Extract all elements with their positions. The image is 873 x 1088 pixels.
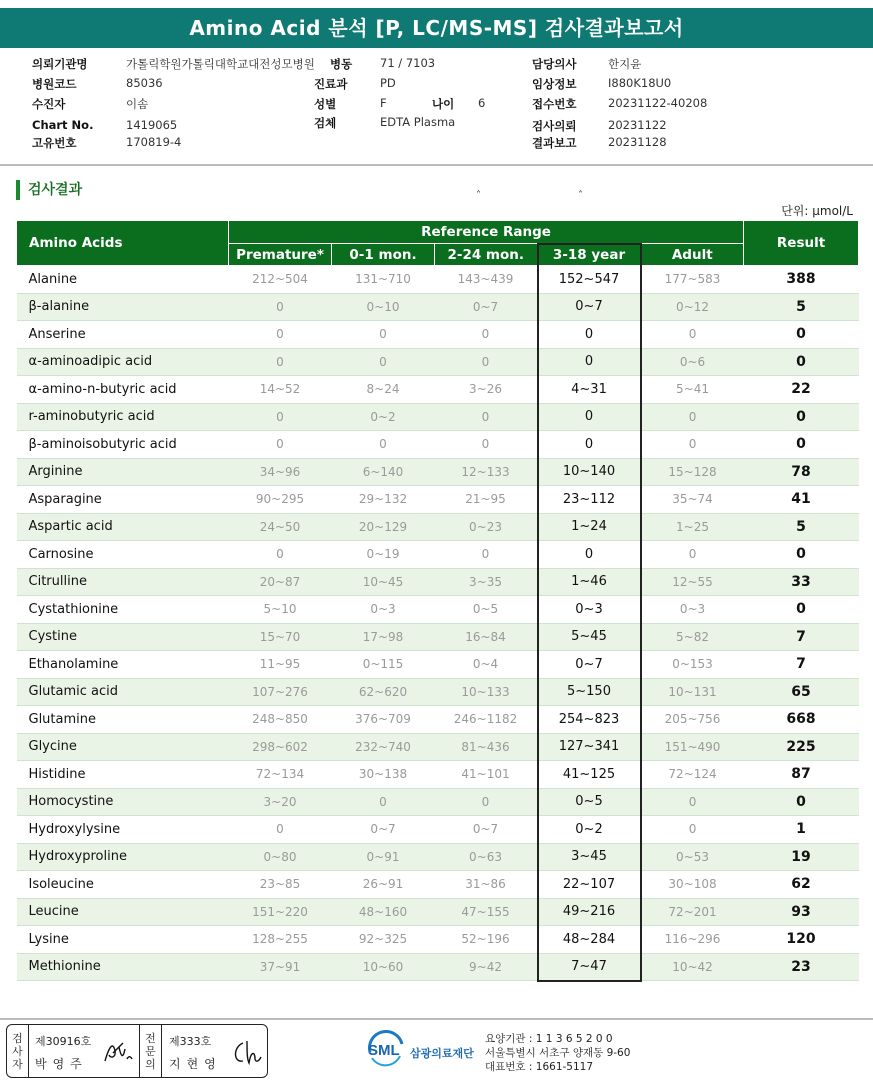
info-label-specimen: 검체 (314, 116, 337, 130)
info-value-receipt-no: 20231122-40208 (608, 96, 708, 110)
table-row (17, 376, 859, 404)
amino-acid-name: Carnosine (17, 541, 229, 569)
reference-range-cell: 0~7 (435, 816, 538, 844)
reference-range-cell: 41~101 (435, 761, 538, 789)
result-value: 0 (744, 431, 859, 459)
reference-range-cell: 11~95 (229, 651, 332, 679)
amino-acid-name: Glutamine (17, 706, 229, 734)
info-label-patient: 수진자 (32, 97, 66, 111)
reference-range-cell: 0 (332, 321, 435, 349)
reference-range-cell: 128~255 (229, 926, 332, 954)
reference-range-cell: 0~115 (332, 651, 435, 679)
reference-range-cell: 0 (229, 541, 332, 569)
reference-range-cell: 131~710 (332, 266, 435, 294)
table-row (17, 651, 859, 679)
header-0-1-mon: 0-1 mon. (332, 244, 435, 266)
result-value: 0 (744, 788, 859, 816)
amino-acid-name: Arginine (17, 458, 229, 486)
sml-logo (366, 1030, 486, 1070)
reference-range-cell: 14~52 (229, 376, 332, 404)
info-value-doctor: 한지윤 (608, 57, 642, 71)
info-label-clinical-info: 임상정보 (532, 77, 577, 91)
reference-range-cell: 0 (229, 293, 332, 321)
amino-acid-name: Alanine (17, 266, 229, 294)
reference-range-cell: 0~80 (229, 843, 332, 871)
table-row (17, 486, 859, 514)
header-3-18-year: 3-18 year (538, 244, 641, 266)
reference-range-cell: 0~7 (538, 651, 641, 679)
reference-range-cell: 17~98 (332, 623, 435, 651)
amino-acid-name: Citrulline (17, 568, 229, 596)
reference-range-cell: 246~1182 (435, 706, 538, 734)
amino-acid-name: β-aminoisobutyric acid (17, 431, 229, 459)
reference-range-cell: 12~55 (641, 568, 744, 596)
reference-range-cell: 72~134 (229, 761, 332, 789)
reference-range-cell: 37~91 (229, 953, 332, 981)
patient-info (0, 52, 873, 164)
table-row (17, 871, 859, 899)
reference-range-cell: 72~201 (641, 898, 744, 926)
amino-acid-name: Leucine (17, 898, 229, 926)
reference-range-cell: 0 (435, 321, 538, 349)
reference-range-cell: 0 (229, 403, 332, 431)
table-row (17, 266, 859, 294)
reference-range-cell: 0 (435, 541, 538, 569)
reference-range-cell: 0~153 (641, 651, 744, 679)
reference-range-cell: 3~35 (435, 568, 538, 596)
table-row (17, 926, 859, 954)
stamp-left-number: 제30916호 (35, 1035, 92, 1048)
reference-range-cell: 72~124 (641, 761, 744, 789)
reference-range-cell: 5~41 (641, 376, 744, 404)
info-label-chart-no: Chart No. (32, 118, 94, 132)
reference-range-cell: 4~31 (538, 376, 641, 404)
result-value: 225 (744, 733, 859, 761)
info-label-report-date: 결과보고 (532, 136, 577, 150)
amino-acid-name: Hydroxylysine (17, 816, 229, 844)
result-value: 78 (744, 458, 859, 486)
reference-range-cell: 15~70 (229, 623, 332, 651)
reference-range-cell: 212~504 (229, 266, 332, 294)
reference-range-cell: 0~2 (332, 403, 435, 431)
reference-range-cell: 16~84 (435, 623, 538, 651)
reference-range-cell: 26~91 (332, 871, 435, 899)
info-label-unique-no: 고유번호 (32, 136, 77, 150)
result-value: 388 (744, 266, 859, 294)
table-row (17, 623, 859, 651)
reference-range-cell: 0 (229, 816, 332, 844)
reference-range-cell: 0~3 (332, 596, 435, 624)
amino-acid-name: Aspartic acid (17, 513, 229, 541)
amino-acid-name: α-aminoadipic acid (17, 348, 229, 376)
reference-range-cell: 232~740 (332, 733, 435, 761)
table-row (17, 596, 859, 624)
reference-range-cell: 1~46 (538, 568, 641, 596)
page-divider (0, 1018, 873, 1020)
reference-range-cell: 0 (332, 348, 435, 376)
header-result: Result (744, 221, 859, 266)
reference-range-cell: 0~2 (538, 816, 641, 844)
reference-range-cell: 0 (538, 541, 641, 569)
result-value: 22 (744, 376, 859, 404)
amino-acid-name: Ethanolamine (17, 651, 229, 679)
report-title: Amino Acid 분석 [P, LC/MS-MS] 검사결과보고서 (0, 8, 873, 48)
reference-range-cell: 5~45 (538, 623, 641, 651)
table-row (17, 403, 859, 431)
results-table (16, 220, 859, 982)
result-value: 0 (744, 321, 859, 349)
table-row (17, 678, 859, 706)
result-value: 120 (744, 926, 859, 954)
stamp-right-vertical: 전 문 의 (140, 1025, 162, 1077)
reference-range-cell: 12~133 (435, 458, 538, 486)
reference-range-cell: 0 (538, 431, 641, 459)
amino-acid-name: α-amino-n-butyric acid (17, 376, 229, 404)
amino-acid-name: Hydroxyproline (17, 843, 229, 871)
reference-range-cell: 0~91 (332, 843, 435, 871)
table-row (17, 788, 859, 816)
reference-range-cell: 376~709 (332, 706, 435, 734)
reference-range-cell: 0 (229, 348, 332, 376)
reference-range-cell: 0~10 (332, 293, 435, 321)
reference-range-cell: 47~155 (435, 898, 538, 926)
reference-range-cell: 151~220 (229, 898, 332, 926)
reference-range-cell: 34~96 (229, 458, 332, 486)
result-value: 65 (744, 678, 859, 706)
reference-range-cell: 3~26 (435, 376, 538, 404)
footer-line-code: 요양기관 : 1 1 3 6 5 2 0 0 (485, 1033, 613, 1045)
table-row (17, 706, 859, 734)
reference-range-cell: 254~823 (538, 706, 641, 734)
result-value: 0 (744, 403, 859, 431)
reference-range-cell: 90~295 (229, 486, 332, 514)
info-value-department: PD (380, 76, 396, 90)
header-premature: Premature* (229, 244, 332, 266)
reference-range-cell: 0 (435, 788, 538, 816)
table-row (17, 541, 859, 569)
reference-range-cell: 23~112 (538, 486, 641, 514)
info-value-unique-no: 170819-4 (126, 135, 182, 149)
amino-acid-name: Asparagine (17, 486, 229, 514)
info-label-receipt-no: 접수번호 (532, 97, 577, 111)
reference-range-cell: 0~6 (641, 348, 744, 376)
reference-range-cell: 0 (641, 403, 744, 431)
result-value: 7 (744, 623, 859, 651)
table-row (17, 513, 859, 541)
reference-range-cell: 6~140 (332, 458, 435, 486)
info-label-request-date: 검사의뢰 (532, 119, 577, 133)
info-value-clinical-info: I880K18U0 (608, 76, 672, 90)
header-adult: Adult (641, 244, 744, 266)
reference-range-cell: 0 (435, 348, 538, 376)
info-label-department: 진료과 (314, 77, 348, 91)
info-value-report-date: 20231128 (608, 135, 667, 149)
stamp-right-name: 지현영 (169, 1057, 222, 1071)
reference-range-cell: 0 (538, 321, 641, 349)
result-value: 62 (744, 871, 859, 899)
reference-range-cell: 0~5 (435, 596, 538, 624)
amino-acid-name: r-aminobutyric acid (17, 403, 229, 431)
table-row (17, 293, 859, 321)
amino-acid-name: Glycine (17, 733, 229, 761)
reference-range-cell: 3~20 (229, 788, 332, 816)
signature-right-icon (229, 1037, 265, 1069)
reference-range-cell: 29~132 (332, 486, 435, 514)
table-row (17, 458, 859, 486)
result-value: 0 (744, 596, 859, 624)
result-value: 5 (744, 513, 859, 541)
result-value: 33 (744, 568, 859, 596)
reference-range-cell: 92~325 (332, 926, 435, 954)
reference-range-cell: 177~583 (641, 266, 744, 294)
reference-range-cell: 0~4 (435, 651, 538, 679)
reference-range-cell: 24~50 (229, 513, 332, 541)
table-row (17, 816, 859, 844)
reference-range-cell: 62~620 (332, 678, 435, 706)
amino-acid-name: Isoleucine (17, 871, 229, 899)
signature-left-icon (101, 1037, 135, 1067)
reference-range-cell: 5~150 (538, 678, 641, 706)
info-value-institution: 가톨릭학원가톨릭대학교대전성모병원 (126, 57, 315, 71)
reference-range-cell: 0 (229, 321, 332, 349)
reference-range-cell: 152~547 (538, 266, 641, 294)
table-row (17, 321, 859, 349)
reference-range-cell: 0~7 (435, 293, 538, 321)
reference-range-cell: 0 (435, 403, 538, 431)
org-name: 삼광의료재단 (410, 1047, 474, 1060)
reference-range-cell: 52~196 (435, 926, 538, 954)
reference-range-cell: 0~3 (538, 596, 641, 624)
result-value: 0 (744, 348, 859, 376)
reference-range-cell: 48~160 (332, 898, 435, 926)
info-label-age: 나이 (432, 97, 455, 111)
result-value: 19 (744, 843, 859, 871)
reference-range-cell: 0 (641, 431, 744, 459)
stamp-left-vertical: 검 사 자 (7, 1025, 29, 1077)
reference-range-cell: 0~5 (538, 788, 641, 816)
info-value-specimen: EDTA Plasma (380, 115, 456, 129)
reference-range-cell: 5~82 (641, 623, 744, 651)
header-reference-range: Reference Range (229, 221, 744, 244)
mark-dot: ˄ (476, 190, 481, 201)
reference-range-cell: 10~133 (435, 678, 538, 706)
reference-range-cell: 0~7 (538, 293, 641, 321)
info-divider (0, 164, 873, 166)
reference-range-cell: 0 (641, 788, 744, 816)
reference-range-cell: 0 (641, 816, 744, 844)
reference-range-cell: 7~47 (538, 953, 641, 981)
result-value: 93 (744, 898, 859, 926)
reference-range-cell: 1~24 (538, 513, 641, 541)
reference-range-cell: 10~45 (332, 568, 435, 596)
reference-range-cell: 21~95 (435, 486, 538, 514)
result-value: 668 (744, 706, 859, 734)
reference-range-cell: 0~19 (332, 541, 435, 569)
result-value: 87 (744, 761, 859, 789)
footer-line-address: 서울특별시 서초구 양재동 9-60 (485, 1047, 631, 1059)
stamp-right-number: 제333호 (169, 1035, 212, 1048)
sml-logo-text: SML (368, 1042, 400, 1059)
info-value-sex: F (380, 96, 387, 110)
reference-range-cell: 30~138 (332, 761, 435, 789)
info-value-request-date: 20231122 (608, 118, 667, 132)
reference-range-cell: 9~42 (435, 953, 538, 981)
reference-range-cell: 151~490 (641, 733, 744, 761)
info-value-chart-no: 1419065 (126, 118, 178, 132)
reference-range-cell: 0~23 (435, 513, 538, 541)
table-row (17, 953, 859, 981)
reference-range-cell: 48~284 (538, 926, 641, 954)
amino-acid-name: Glutamic acid (17, 678, 229, 706)
header-amino-acids: Amino Acids (17, 221, 229, 266)
info-label-sex: 성별 (314, 97, 337, 111)
reference-range-cell: 116~296 (641, 926, 744, 954)
reference-range-cell: 22~107 (538, 871, 641, 899)
table-row (17, 898, 859, 926)
result-value: 5 (744, 293, 859, 321)
footer-info (485, 1032, 630, 1074)
result-value: 0 (744, 541, 859, 569)
info-value-patient: 이솜 (126, 97, 149, 111)
info-label-doctor: 담당의사 (532, 57, 577, 71)
reference-range-cell: 0~12 (641, 293, 744, 321)
reference-range-cell: 0~53 (641, 843, 744, 871)
reference-range-cell: 15~128 (641, 458, 744, 486)
reference-range-cell: 23~85 (229, 871, 332, 899)
reference-range-cell: 20~87 (229, 568, 332, 596)
reference-range-cell: 10~42 (641, 953, 744, 981)
amino-acid-name: Methionine (17, 953, 229, 981)
amino-acid-name: Anserine (17, 321, 229, 349)
reference-range-cell: 0 (435, 431, 538, 459)
amino-acid-name: β-alanine (17, 293, 229, 321)
header-2-24-mon: 2-24 mon. (435, 244, 538, 266)
amino-acid-name: Homocystine (17, 788, 229, 816)
info-value-age: 6 (478, 96, 486, 110)
reference-range-cell: 41~125 (538, 761, 641, 789)
reference-range-cell: 10~60 (332, 953, 435, 981)
amino-acid-name: Cystine (17, 623, 229, 651)
reference-range-cell: 248~850 (229, 706, 332, 734)
reference-range-cell: 0 (538, 348, 641, 376)
reference-range-cell: 127~341 (538, 733, 641, 761)
reference-range-cell: 30~108 (641, 871, 744, 899)
table-row (17, 761, 859, 789)
reference-range-cell: 10~140 (538, 458, 641, 486)
reference-range-cell: 143~439 (435, 266, 538, 294)
reference-range-cell: 3~45 (538, 843, 641, 871)
info-value-ward: 71 / 7103 (380, 56, 436, 70)
amino-acid-name: Cystathionine (17, 596, 229, 624)
mark-dot: ˄ (578, 190, 583, 201)
result-value: 7 (744, 651, 859, 679)
footer-line-phone: 대표번호 : 1661-5117 (485, 1061, 594, 1073)
reference-range-cell: 0 (538, 403, 641, 431)
reference-range-cell: 0~7 (332, 816, 435, 844)
unit-label: 단위: μmol/L (781, 204, 853, 218)
reference-range-cell: 10~131 (641, 678, 744, 706)
amino-acid-name: Lysine (17, 926, 229, 954)
stamp-left-name: 박영주 (35, 1057, 88, 1071)
reference-range-cell: 0 (332, 788, 435, 816)
info-label-hospital-code: 병원코드 (32, 77, 77, 91)
reference-range-cell: 8~24 (332, 376, 435, 404)
reference-range-cell: 49~216 (538, 898, 641, 926)
reference-range-cell: 31~86 (435, 871, 538, 899)
reference-range-cell: 205~756 (641, 706, 744, 734)
reference-range-cell: 107~276 (229, 678, 332, 706)
info-label-ward: 병동 (330, 57, 353, 71)
reference-range-cell: 0~3 (641, 596, 744, 624)
reference-range-cell: 0 (641, 541, 744, 569)
info-value-hospital-code: 85036 (126, 76, 163, 90)
section-title: 검사결과 (16, 180, 82, 200)
result-value: 23 (744, 953, 859, 981)
table-row (17, 348, 859, 376)
reference-range-cell: 35~74 (641, 486, 744, 514)
reference-range-cell: 0~63 (435, 843, 538, 871)
amino-acid-name: Histidine (17, 761, 229, 789)
reference-range-cell: 81~436 (435, 733, 538, 761)
reference-range-cell: 1~25 (641, 513, 744, 541)
table-row (17, 568, 859, 596)
table-row (17, 733, 859, 761)
table-row (17, 431, 859, 459)
reference-range-cell: 20~129 (332, 513, 435, 541)
reference-range-cell: 5~10 (229, 596, 332, 624)
reference-range-cell: 0 (229, 431, 332, 459)
info-label-institution: 의뢰기관명 (32, 57, 88, 71)
reference-range-cell: 0 (641, 321, 744, 349)
signature-stamp (6, 1024, 268, 1078)
reference-range-cell: 298~602 (229, 733, 332, 761)
result-value: 41 (744, 486, 859, 514)
reference-range-cell: 0 (332, 431, 435, 459)
table-row (17, 843, 859, 871)
result-value: 1 (744, 816, 859, 844)
